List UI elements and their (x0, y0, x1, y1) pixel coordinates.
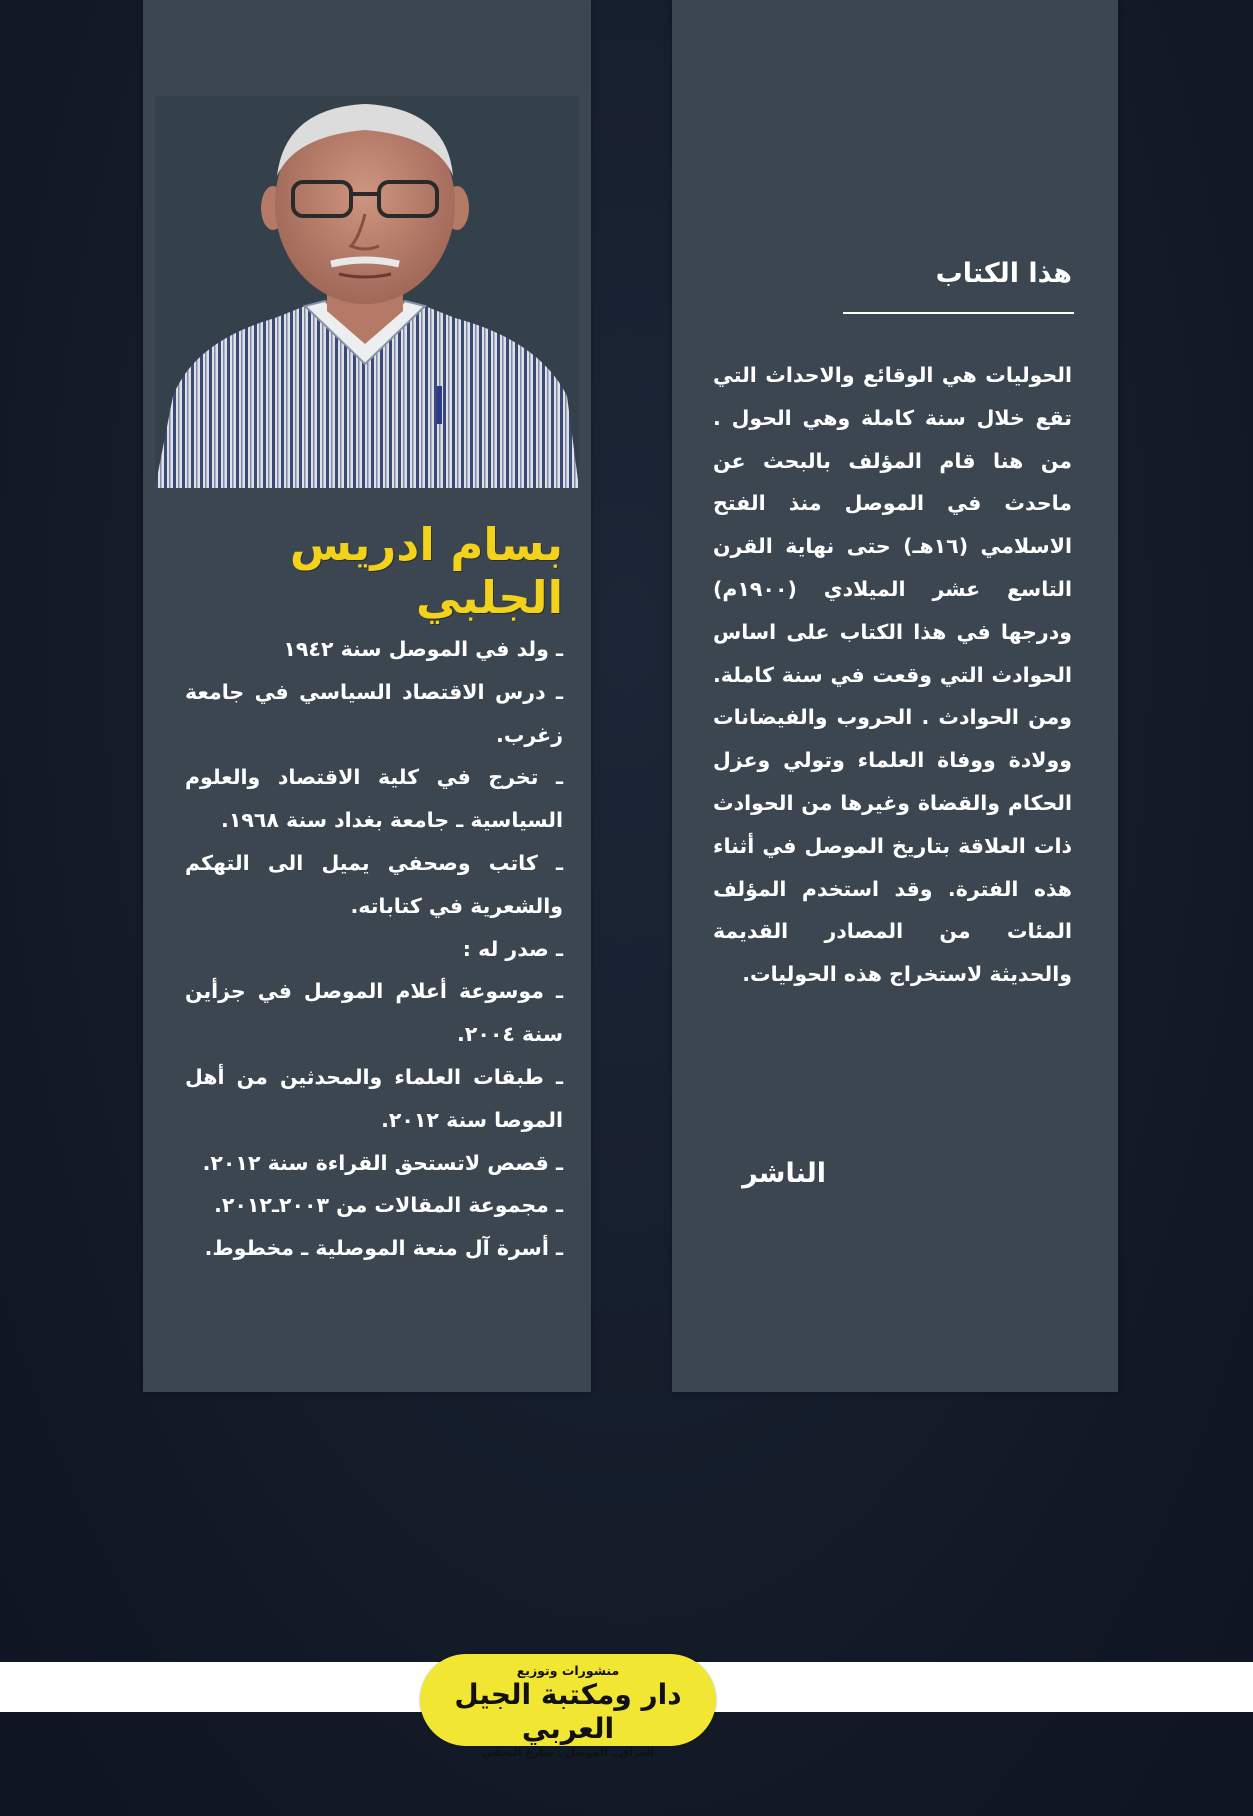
bio-line: ـ مجموعة المقالات من ٢٠٠٣ـ٢٠١٢. (214, 1193, 563, 1218)
bio-line: ـ تخرج في كلية الاقتصاد والعلوم السياسية ـ جامعة بغداد سنة ١٩٦٨. (185, 765, 563, 833)
bio-line: ـ ولد في الموصل سنة ١٩٤٢ (283, 637, 563, 661)
publisher-signature: الناشر (742, 1158, 826, 1189)
bio-line: ـ قصص لاتستحق القراءة سنة ٢٠١٢. (202, 1150, 563, 1175)
bio-line: ـ موسوعة أعلام الموصل في جزأين سنة ٢٠٠٤. (185, 979, 563, 1047)
bio-line: ـ طبقات العلماء والمحدثين من أهل الموصا سنة ٢٠١٢. (185, 1064, 563, 1132)
bio-line: ـ صدر له : (462, 936, 563, 961)
author-photo (155, 96, 579, 488)
publisher-address: العراق ـ الموصل ـ شارع النجفي (481, 1746, 654, 1759)
author-bio (185, 628, 563, 1270)
publisher-name: دار ومكتبة الجيل العربي (454, 1678, 682, 1745)
bio-line: ـ درس الاقتصاد السياسي في جامعة زغرب. (185, 679, 563, 747)
title-divider (843, 312, 1074, 314)
publisher-logo (420, 1654, 716, 1759)
bio-line: ـ كاتب وصحفي يميل الى التهكم والشعرية في كتاباته. (185, 850, 563, 918)
about-title: هذا الكتاب (935, 258, 1072, 289)
about-book-panel (672, 0, 1118, 1392)
bio-line: ـ أسرة آل منعة الموصلية ـ مخطوط. (204, 1236, 563, 1261)
publisher-top-line: منشورات وتوزيع (516, 1663, 620, 1678)
author-panel (143, 0, 591, 1392)
about-text: الحوليات هي الوقائع والاحداث التي تقع خلال سنة كاملة وهي الحول . من هنا قام المؤلف بالبحث عن ماحدث في الموصل منذ الفتح الاسلامي (١٦هـ) حتى نهاية القرن التاسع عشر الميلادي (١٩٠٠م) ودرجها في هذا الكتاب على اساس الحوادث التي وقعت في سنة كاملة. ومن الحوادث . الحروب والفيضانات وولادة ووفاة العلماء وتولي وعزل الحكام والقضاة وغيرها من الحوادث ذات العلاقة بتاريخ الموصل في أثناء هذه الفترة. وقد استخدم المؤلف المئات من المصادر القديمة والحديثة لاستخراج هذه الحوليات. (713, 363, 1072, 987)
author-name: بسام ادريس الجلبي (289, 518, 563, 624)
